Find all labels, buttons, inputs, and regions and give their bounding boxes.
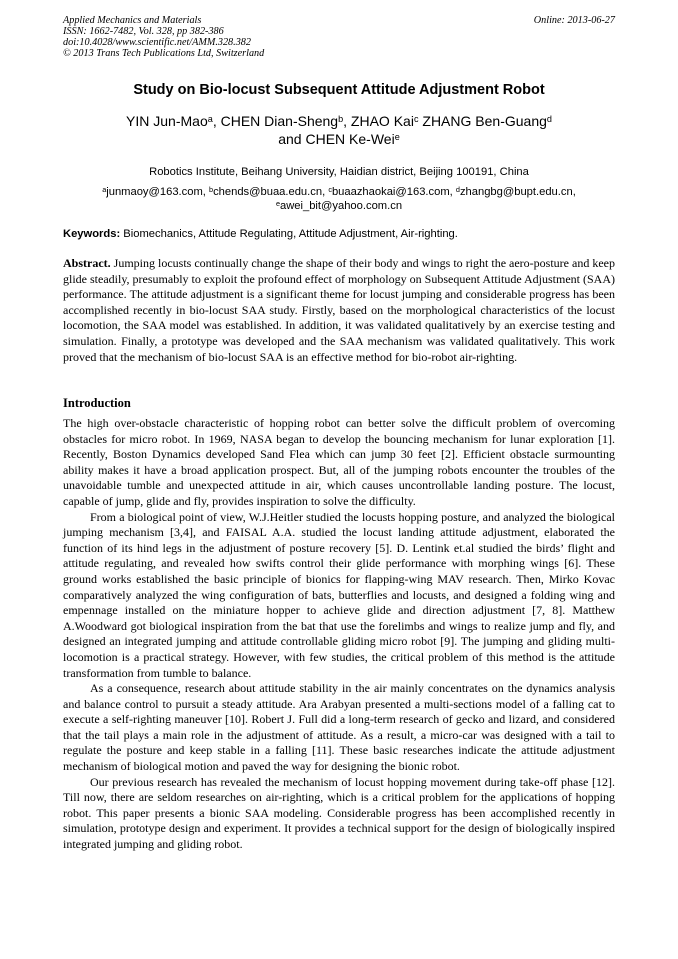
author-sup: c (413, 113, 419, 124)
email-sup: c (328, 184, 332, 194)
online-date: Online: 2013-06-27 (533, 15, 615, 26)
author-name: , CHEN Dian-Sheng (212, 113, 339, 129)
email-sup: b (209, 184, 214, 194)
issn-line: ISSN: 1662-7482, Vol. 328, pp 382-386 (63, 26, 224, 37)
introduction-body (63, 416, 615, 853)
author-line-2 (63, 130, 615, 148)
author-name: , ZHAO Kai (343, 113, 414, 129)
email-line-2 (63, 199, 615, 213)
author-sup: e (394, 131, 400, 142)
abstract-label: Abstract. (63, 256, 111, 270)
keywords-text: Biomechanics, Attitude Regulating, Attitude Adjustment, Air-righting. (120, 228, 458, 240)
doi-line: doi:10.4028/www.scientific.net/AMM.328.382 (63, 37, 251, 48)
email-link[interactable]: chends@buaa.edu.cn, (213, 186, 329, 198)
author-list (63, 112, 615, 148)
paragraph: Our previous research has revealed the mechanism of locust hopping movement during take-off phase [12]. Till now, there are seldom researches on air-righting, which is a critical problem for the applications of hopping robot. This paper presents a bionic SAA modeling. Considerable progress has been accomplished recently in simulation, prototype design and experiment. It provides a technical support for the design of biologically inspired integrated jumping and gliding robot. (63, 774, 615, 852)
author-sup: a (207, 113, 213, 124)
email-line-1 (63, 185, 615, 199)
affiliation: Robotics Institute, Beihang University, Haidian district, Beijing 100191, China (149, 166, 529, 178)
paragraph: The high over-obstacle characteristic of hopping robot can better solve the difficult problem of overcoming obstacles for micro robot. In 1969, NASA began to develop the bouncing mechanism for lunar exploration [1]. Recently, Boston Dynamics developed Sand Flea which can jump 30 feet [2]. Efficient obstacle surmounting ability makes it have a broad application prospect. But, all of the jumping robots encounter the troubles of the unavoidable tumble and unexpected attitude in air, which causes uncontrollable landing posture. The locust, capable of jump, glide and fly, provides inspiration to solve the difficulty. (63, 416, 615, 508)
abstract-text: Jumping locusts continually change the shape of their body and wings to right the aero-posture and keep glide steadily, presumably to exploit the profound effect of morphology on Subsequent Attitude Adjustment (SAA) performance. The attitude adjustment is a significant theme for locust jumping and considerable progress has been accomplished recently in bio-locust SAA study. Firstly, based on the morphological characteristics of the locust locomotion, the SAA model was established. In addition, it was validated qualitatively by an exercise testing and simulation. Finally, a prototype was developed and the SAA mechanism was validated qualitatively. This work proved that the mechanism of bio-locust SAA is an effective method for bio-robot air-righting. (63, 256, 615, 364)
paragraph: As a consequence, research about attitude stability in the air mainly concentrates on the dynamics analysis and balance control to pursuit a steady attitude. Ara Arabyan presented a multi-sections model of a falling cat to execute a self-righting maneuver [10]. Robert J. Full did a long-term research of gecko and lizard, and considered that the tail plays a main role in the adjustment of attitude. As a result, a micro-car was designed with a tail to regulate the posture and keep stable in a falling [11]. These basic researches indicate the attitude adjustment mechanism of biological motion and paved the way for designing the bionic robot. (63, 681, 615, 774)
email-link[interactable]: awei_bit@yahoo.com.cn (279, 200, 403, 212)
author-line-1 (63, 112, 615, 130)
keywords (63, 228, 615, 241)
paragraph: From a biological point of view, W.J.Heitler studied the locusts hopping posture, and analyzed the biological jumping mechanism [3,4], and FAISAL A.A. studied the locust landing attitude adjustment, elaborated the function of its hind legs in the adjustment of posture recovery [5]. D. Lentink et.al studied the birds’ flight and attitude regulating, and revealed how swifts control their glide performance with morphing wings [6]. These ground works established the basic principle of bionics for flapping-wing MAV research. Then, Mirko Kovac comparatively analyzed the wing configuration of bats, butterflies and locusts, and designed a folding wing and empennage installed on the miniature hopper to achieve glide and direction adjustment [7, 8]. Matthew A.Woodward got biological inspiration from the bat that use the forelimbs and wings to realize jump and fly, and designed an integrated jumping and attitude controllable gliding micro robot [9]. The jumping and gliding multi-locomotion is a practical strategy. However, with few studies, the critical problem of this method is the attitude transformation from tumble to balance. (63, 509, 615, 680)
author-emails (63, 185, 615, 213)
author-sup: d (546, 113, 552, 124)
journal-name: Applied Mechanics and Materials (63, 15, 202, 26)
abstract (63, 256, 615, 365)
journal-header (63, 15, 615, 59)
email-link[interactable]: junmaoy@163.com, (106, 186, 210, 198)
copyright-line: © 2013 Trans Tech Publications Ltd, Switzerland (63, 48, 265, 59)
section-heading: Introduction (63, 396, 131, 410)
keywords-label: Keywords: (63, 228, 121, 240)
author-name: ZHANG Ben-Guang (418, 113, 547, 129)
email-link[interactable]: buaazhaokai@163.com, (331, 186, 456, 198)
email-sup: d (455, 184, 460, 194)
email-sup: e (275, 198, 280, 208)
email-link[interactable]: zhangbg@bupt.edu.cn, (459, 186, 576, 198)
email-sup: a (102, 184, 107, 194)
author-name: YIN Jun-Mao (126, 113, 208, 129)
author-sup: b (338, 113, 344, 124)
paper-title: Study on Bio-locust Subsequent Attitude Adjustment Robot (133, 82, 545, 98)
author-name: and CHEN Ke-Wei (278, 131, 395, 147)
